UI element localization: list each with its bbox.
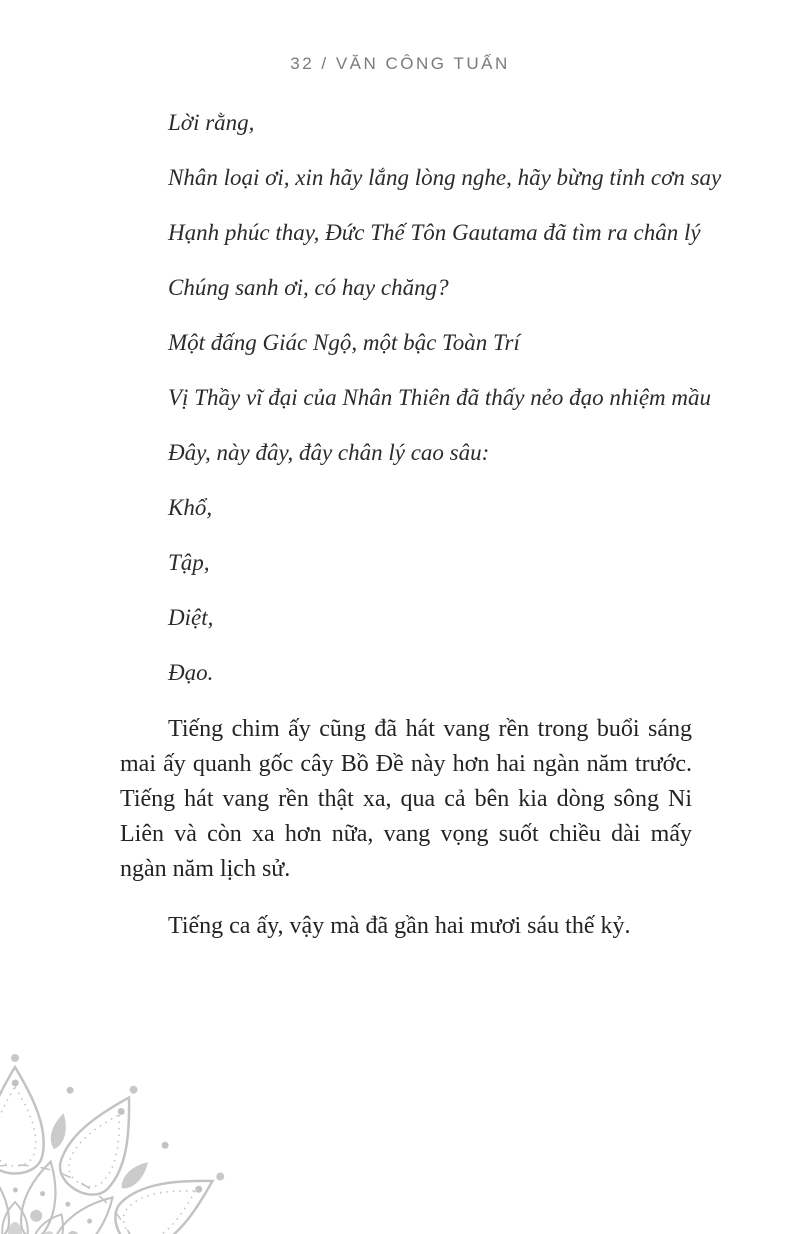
verse-line: Nhân loại ơi, xin hãy lắng lòng nghe, hãy bừng tỉnh cơn say bbox=[168, 165, 722, 190]
verse-line: Vị Thầy vĩ đại của Nhân Thiên đã thấy nẻo đạo nhiệm mầu bbox=[168, 385, 711, 410]
verse-line: Diệt, bbox=[168, 605, 214, 630]
running-header: 32 / VĂN CÔNG TUẤN bbox=[290, 54, 510, 73]
verse-block bbox=[168, 95, 721, 700]
verse-line: Đây, này đây, đây chân lý cao sâu: bbox=[168, 440, 490, 465]
verse-line: Hạnh phúc thay, Đức Thế Tôn Gautama đã tìm ra chân lý bbox=[168, 220, 701, 245]
verse-line: Một đấng Giác Ngộ, một bậc Toàn Trí bbox=[168, 330, 520, 355]
verse-line: Lời rằng, bbox=[168, 110, 255, 135]
verse-line: Chúng sanh ơi, có hay chăng? bbox=[168, 275, 449, 300]
body-text-block bbox=[120, 712, 692, 966]
verse-line: Khổ, bbox=[168, 495, 213, 520]
verse-line: Tập, bbox=[168, 550, 210, 575]
paragraph: Tiếng chim ấy cũng đã hát vang rền trong buổi sáng mai ấy quanh gốc cây Bồ Đề này hơn hai ngàn năm trước. Tiếng hát vang rền thật xa, qua cả bên kia dòng sông Ni Liên và còn xa hơn nữa, vang vọng suốt chiều dài mấy ngàn năm lịch sử. bbox=[120, 716, 692, 882]
mandala-ornament-icon bbox=[0, 1045, 265, 1234]
verse-line: Đạo. bbox=[168, 660, 214, 685]
paragraph: Tiếng ca ấy, vậy mà đã gần hai mươi sáu thế kỷ. bbox=[168, 913, 631, 939]
